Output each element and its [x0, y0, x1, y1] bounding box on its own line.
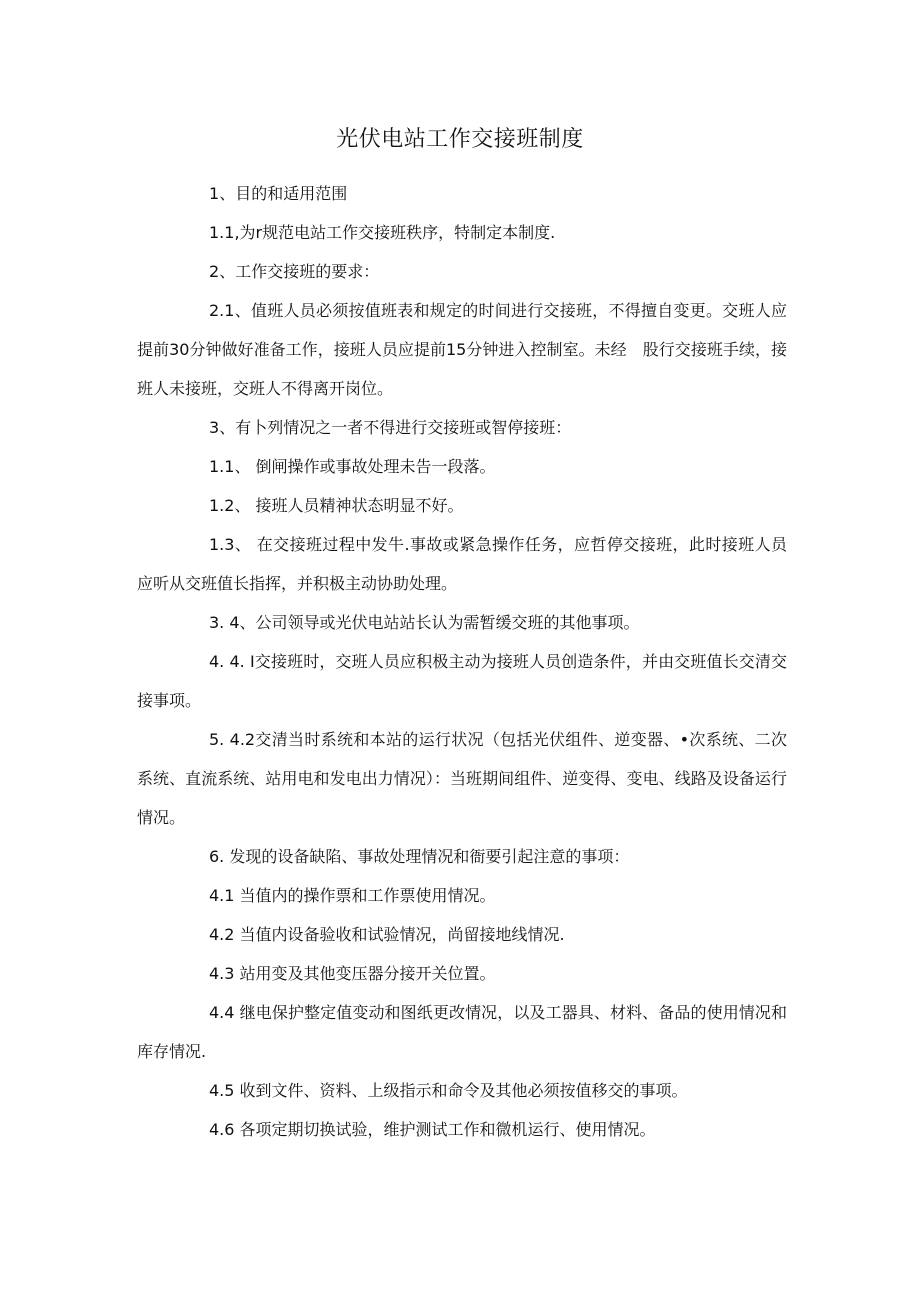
paragraph-number: 4.2	[209, 925, 235, 944]
paragraph	[137, 993, 787, 1071]
paragraph-number: 1	[209, 184, 220, 203]
paragraph	[137, 954, 787, 993]
paragraph	[137, 447, 787, 486]
paragraph-number: 4.5	[209, 1081, 235, 1100]
paragraph-number: 4.	[209, 652, 225, 671]
paragraph-text: 4、公司领导或光伏电站站长认为需暂缓交班的其他事项。	[224, 613, 640, 632]
paragraph-number: 2.1	[209, 301, 235, 320]
paragraph-number: 1.2	[209, 496, 235, 515]
paragraph-text: 4.2交清当时系统和本站的运行状况（包括光伏组件、逆变器、•次系统、二次系统、直流系统、站用电和发电出力情况）：当班期间组件、逆变得、变电、线路及设备运行情况。	[137, 730, 787, 827]
paragraph	[137, 1071, 787, 1110]
paragraph-number: 5.	[209, 730, 225, 749]
paragraph	[137, 252, 787, 291]
paragraph-text: 当值内的操作票和工作票使用情况。	[234, 886, 496, 905]
paragraph	[137, 603, 787, 642]
paragraph-text: 、工作交接班的要求：	[219, 262, 380, 281]
paragraph	[137, 213, 787, 252]
paragraph	[137, 1110, 787, 1149]
paragraph-text: 、 在交接班过程中发牛.事故或紧急操作任务，应哲停交接班，此时接班人员应听从交班值长指挥，并积极主动协助处理。	[137, 535, 787, 593]
paragraph-text: 、目的和适用范围	[219, 184, 348, 203]
paragraph	[137, 720, 787, 837]
paragraph-text: ,为r规范电站工作交接班秩序，特制定本制度.	[234, 223, 556, 242]
paragraph-text: 当值内设备验收和试验情况，尚留接地线情况.	[234, 925, 565, 944]
paragraph-number: 3	[209, 418, 220, 437]
paragraph-number: 3.	[209, 613, 225, 632]
paragraph-number: 4.4	[209, 1003, 235, 1022]
paragraph	[137, 642, 787, 720]
paragraph-text: 各项定期切换试验，维护测试工作和微机运行、使用情况。	[234, 1120, 656, 1139]
paragraph	[137, 525, 787, 603]
paragraph-number: 1.1	[209, 223, 235, 242]
paragraph	[137, 915, 787, 954]
paragraph-text: 收到文件、资料、上级指示和命令及其他必须按值移交的事项。	[234, 1081, 688, 1100]
paragraph	[137, 876, 787, 915]
paragraph	[137, 291, 787, 408]
paragraph	[137, 486, 787, 525]
paragraph-text: 、值班人员必须按值班表和规定的时间进行交接班，不得擅自变更。交班人应提前30分钟做好准备工作，接班人员应提前15分钟进入控制室。未经 股行交接班手续，接班人未接班，交班人不得离开岗位。	[137, 301, 787, 398]
paragraph-number: 4.1	[209, 886, 235, 905]
paragraph-number: 4.6	[209, 1120, 235, 1139]
paragraph-text: 、 接班人员精神状态明显不好。	[234, 496, 464, 515]
paragraph	[137, 174, 787, 213]
document-body	[137, 174, 787, 1149]
paragraph-text: 4. I交接班时，交班人员应积极主动为接班人员创造条件，并由交班值长交清交接事项。	[137, 652, 787, 710]
paragraph	[137, 837, 787, 876]
paragraph-text: 继电保护整定值变动和图纸更改情况，以及工器具、材料、备品的使用情况和库存情况.	[137, 1003, 787, 1061]
paragraph-number: 6.	[209, 847, 225, 866]
document-title: 光伏电站工作交接班制度	[336, 127, 584, 152]
paragraph-text: 发现的设备缺陷、事故处理情况和衙要引起注意的事项：	[224, 847, 630, 866]
paragraph-number: 2	[209, 262, 220, 281]
paragraph-number: 4.3	[209, 964, 235, 983]
paragraph-number: 1.3	[209, 535, 235, 554]
paragraph-text: 、 倒闸操作或事故处理未告一段落。	[234, 457, 496, 476]
paragraph-text: 、有卜列情况之一者不得进行交接班或智停接班：	[219, 418, 572, 437]
paragraph-text: 站用变及其他变压器分接开关位置。	[234, 964, 496, 983]
paragraph-number: 1.1	[209, 457, 235, 476]
paragraph	[137, 408, 787, 447]
